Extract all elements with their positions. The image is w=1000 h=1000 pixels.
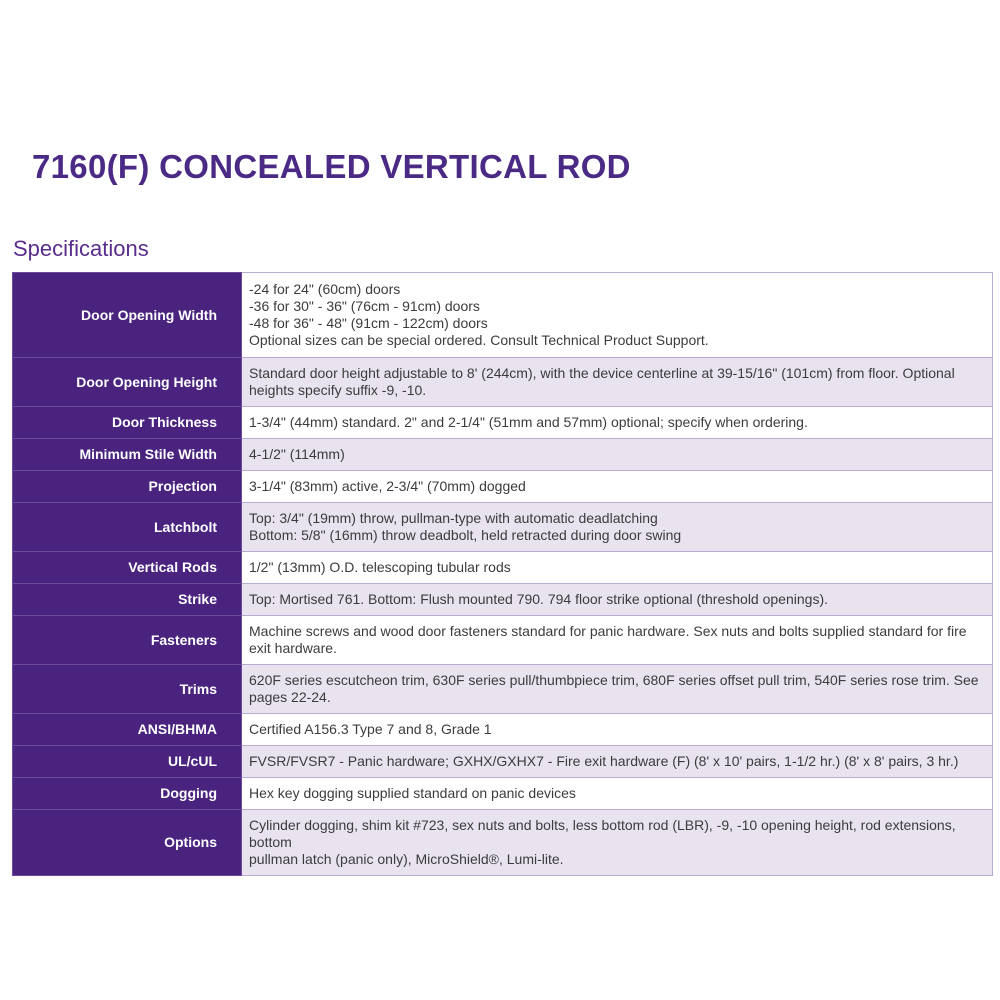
spec-value-line: Top: Mortised 761. Bottom: Flush mounted 790. 794 floor strike optional (threshold openings). (249, 591, 828, 607)
spec-value-line: 1-3/4" (44mm) standard. 2" and 2-1/4" (51mm and 57mm) optional; specify when ordering. (249, 414, 808, 430)
spec-value-line: pages 22-24. (249, 689, 331, 705)
spec-value (242, 407, 993, 439)
spec-value (242, 439, 993, 471)
spec-value-line: Certified A156.3 Type 7 and 8, Grade 1 (249, 721, 492, 737)
spec-value-line: Standard door height adjustable to 8' (244cm), with the device centerline at 39-15/16" (101cm) from floor. Optional (249, 365, 955, 381)
spec-value-line: 4-1/2" (114mm) (249, 446, 345, 462)
specifications-heading: Specifications (13, 236, 149, 261)
spec-label: ANSI/BHMA (13, 714, 242, 746)
spec-row (13, 273, 993, 358)
spec-row (13, 584, 993, 616)
specifications-table (12, 272, 993, 876)
spec-value-line: exit hardware. (249, 640, 337, 656)
spec-value (242, 471, 993, 503)
spec-value (242, 665, 993, 714)
spec-value-line: Hex key dogging supplied standard on panic devices (249, 785, 576, 801)
spec-label: Projection (13, 471, 242, 503)
spec-value-line: pullman latch (panic only), MicroShield®, Lumi-lite. (249, 851, 564, 867)
spec-value (242, 714, 993, 746)
spec-label: Trims (13, 665, 242, 714)
spec-label: Fasteners (13, 616, 242, 665)
spec-value (242, 503, 993, 552)
spec-row (13, 552, 993, 584)
specifications-table-body (13, 273, 993, 876)
spec-label: Door Thickness (13, 407, 242, 439)
spec-value-line: -48 for 36" - 48" (91cm - 122cm) doors (249, 315, 488, 331)
spec-value (242, 810, 993, 876)
spec-value (242, 552, 993, 584)
spec-value-line: 3-1/4" (83mm) active, 2-3/4" (70mm) dogged (249, 478, 526, 494)
spec-label: Door Opening Width (13, 273, 242, 358)
spec-value-line: -36 for 30" - 36" (76cm - 91cm) doors (249, 298, 480, 314)
spec-row (13, 407, 993, 439)
spec-value-line: Top: 3/4" (19mm) throw, pullman-type with automatic deadlatching (249, 510, 658, 526)
spec-label: Door Opening Height (13, 358, 242, 407)
spec-value-line: -24 for 24" (60cm) doors (249, 281, 401, 297)
spec-value (242, 616, 993, 665)
spec-value (242, 584, 993, 616)
spec-value (242, 746, 993, 778)
spec-value-line: 620F series escutcheon trim, 630F series pull/thumbpiece trim, 680F series offset pull trim, 540F series rose trim. See (249, 672, 979, 688)
spec-value-line: heights specify suffix -9, -10. (249, 382, 427, 398)
spec-value-line: Cylinder dogging, shim kit #723, sex nuts and bolts, less bottom rod (LBR), -9, -10 opening height, rod extensions, bottom (249, 817, 956, 850)
spec-row (13, 778, 993, 810)
spec-row (13, 714, 993, 746)
spec-value (242, 273, 993, 358)
spec-label: Minimum Stile Width (13, 439, 242, 471)
spec-row (13, 810, 993, 876)
spec-value-line: Machine screws and wood door fasteners standard for panic hardware. Sex nuts and bolts supplied standard for fire (249, 623, 967, 639)
spec-value-line: Optional sizes can be special ordered. Consult Technical Product Support. (249, 332, 709, 348)
spec-value-line: FVSR/FVSR7 - Panic hardware; GXHX/GXHX7 - Fire exit hardware (F) (8' x 10' pairs, 1-1/2 hr.) (8' x 8' pairs, 3 hr.) (249, 753, 959, 769)
spec-row (13, 503, 993, 552)
spec-label: Vertical Rods (13, 552, 242, 584)
spec-label: Dogging (13, 778, 242, 810)
spec-value-line: 1/2" (13mm) O.D. telescoping tubular rods (249, 559, 511, 575)
page-title: 7160(F) CONCEALED VERTICAL ROD (32, 148, 631, 185)
spec-row (13, 358, 993, 407)
spec-value (242, 358, 993, 407)
spec-label: UL/cUL (13, 746, 242, 778)
spec-label: Options (13, 810, 242, 876)
spec-value-line: Bottom: 5/8" (16mm) throw deadbolt, held retracted during door swing (249, 527, 682, 543)
spec-row (13, 439, 993, 471)
spec-label: Latchbolt (13, 503, 242, 552)
spec-row (13, 665, 993, 714)
spec-value (242, 778, 993, 810)
spec-label: Strike (13, 584, 242, 616)
spec-row (13, 471, 993, 503)
spec-row (13, 616, 993, 665)
spec-row (13, 746, 993, 778)
